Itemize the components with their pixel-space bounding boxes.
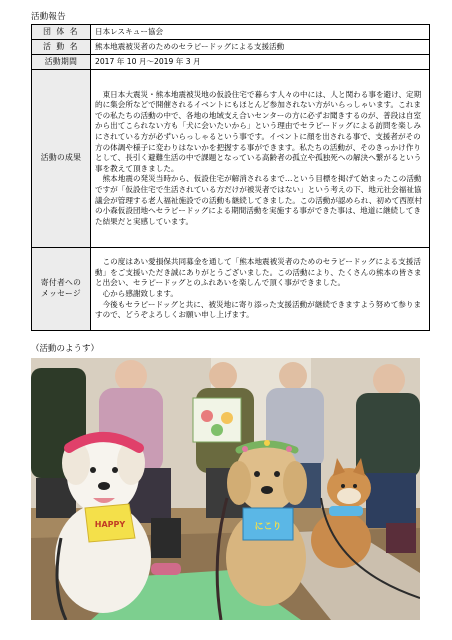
photo-caption: （活動のようす） xyxy=(31,344,100,354)
activity-photo xyxy=(31,358,420,620)
report-heading: 活動報告 xyxy=(31,12,66,22)
donor-message-line-1: この度はあい愛損保共同募金を通して「熊本地震被災者のためのセラピードッグによる支援活動」をご支援いただき誠にありがとうございました。この活動により、たくさんの熊本の皆さまと出会い、セラピードッグとのふれあいを楽しんで頂く事ができました。 xyxy=(95,257,422,288)
donor-label-line-2: メッセージ xyxy=(40,289,82,298)
nikori-bib-text: にこり xyxy=(254,522,282,532)
happy-bib xyxy=(85,504,135,542)
donor-message-line-3: 今後もセラピードッグと共に、被災地に寄り添った支援活動が継続できますよう努めて参りますので、どうぞよろしくお願い申し上げます。 xyxy=(95,299,422,320)
results-value xyxy=(91,70,430,248)
activity-period-label: 活動期間 xyxy=(32,55,91,70)
report-table xyxy=(31,24,430,331)
donor-label-line-1: 寄付者への xyxy=(40,278,82,288)
results-paragraph-1: 東日本大震災・熊本地震被災地の仮設住宅で暮らす人々の中には、人と関わる事を避け、定期的に集会所などで開催されるイベントにもほとんど参加されない方がいらっしゃいます。これまでの私たちの活動の中で、各地の地域支え合いセンターの方に必ずお聞きするのが、普段は自室から出てこられない方も「犬に会いたいから」という理由でセラピードッグによる訪問を楽しみにされている方が必ずいらっしゃるという事です。イベントに顔を出される事で、支援者がその方の体調や様子に変わりはないかを把握する事ができます。私たちの活動が、そのきっかけ作りとして、長引く避難生活の中で課題となっている高齢者の孤立や孤独死への解決へ繋がるという事を教えて頂きました。 xyxy=(95,89,422,173)
results-label: 活動の成果 xyxy=(32,70,91,248)
group-name-label: 団 体 名 xyxy=(32,25,91,40)
donor-message-label xyxy=(32,248,91,331)
handmade-sign xyxy=(193,398,241,442)
donor-message-value xyxy=(91,248,430,331)
activity-name-label: 活 動 名 xyxy=(32,40,91,55)
group-name-value: 日本レスキュー協会 xyxy=(91,25,430,40)
results-paragraph-2: 熊本地震の発災当時から、仮設住宅が解消されるまで…という目標を掲げて始まったこの活動ですが「仮設住宅で生活されている方だけが被災者ではない」という考えの下、地元社会福祉協議会が管理する老人福祉施設での活動も継続してきました。この活動が認められ、初めて西原村の小森仮設団地へセラピードッグによる期間活動を実施する事ができた事は、地道に継続してきた結果だと実感しています。 xyxy=(95,174,422,226)
donor-message-line-2: 心から感謝致します。 xyxy=(102,289,178,298)
row-activity-period xyxy=(32,55,430,70)
pink-shoe xyxy=(151,563,181,575)
activity-name-value: 熊本地震被災者のためのセラピードッグによる支援活動 xyxy=(91,40,430,55)
activity-period-value: 2017 年 10 月～2019 年 3 月 xyxy=(91,55,430,70)
row-donor-message xyxy=(32,248,430,331)
activity-photo-illustration xyxy=(31,358,420,620)
row-results xyxy=(32,70,430,248)
happy-bib-text: HAPPY xyxy=(94,520,126,529)
row-activity-name xyxy=(32,40,430,55)
row-group-name xyxy=(32,25,430,40)
nikori-bib xyxy=(243,508,293,540)
